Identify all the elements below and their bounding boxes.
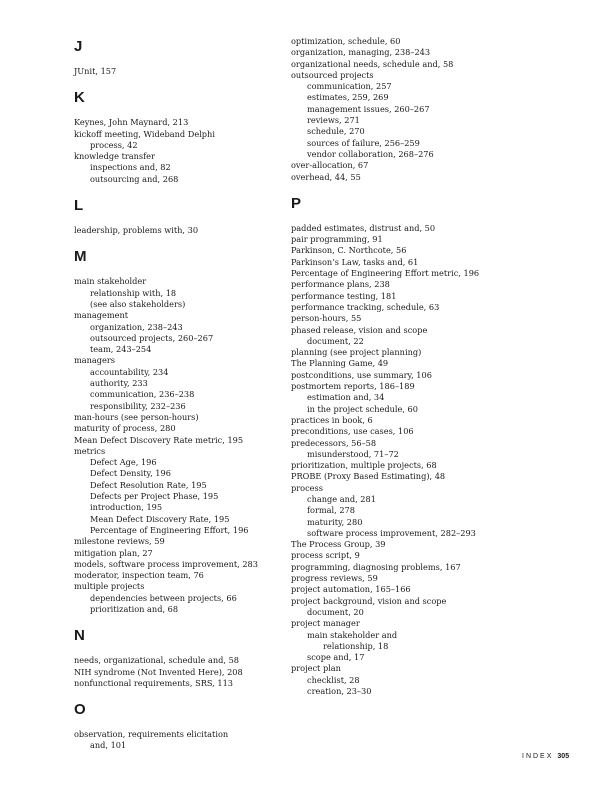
index-subentry: process, 42 xyxy=(90,139,138,150)
index-entry: observation, requirements elicitation xyxy=(74,729,229,740)
index-entry: The Planning Game, 49 xyxy=(291,358,389,369)
index-entry: models, software process improvement, 283 xyxy=(74,558,258,569)
index-entry: postconditions, use summary, 106 xyxy=(291,369,432,380)
index-subentry: scope and, 17 xyxy=(307,652,365,663)
index-entry: maturity of process, 280 xyxy=(74,423,176,434)
index-subentry: Defects per Project Phase, 195 xyxy=(90,491,219,502)
index-entry: planning (see project planning) xyxy=(291,347,422,358)
index-subentry: prioritization and, 68 xyxy=(90,603,179,614)
index-entry: outsourced projects xyxy=(291,69,374,80)
section-letter: P xyxy=(291,194,302,212)
index-subentry: misunderstood, 71–72 xyxy=(307,448,399,459)
index-section xyxy=(291,36,531,183)
index-subentry: estimation and, 34 xyxy=(307,392,385,403)
index-subentry: document, 20 xyxy=(307,606,364,617)
page-footer xyxy=(522,753,569,760)
index-entry: process script, 9 xyxy=(291,550,360,561)
index-subentry: outsourcing and, 268 xyxy=(90,173,179,184)
index-subentry: reviews, 271 xyxy=(307,115,360,126)
index-entry: knowledge transfer xyxy=(74,151,155,162)
index-subentry: relationship, 18 xyxy=(323,640,389,651)
index-entry: preconditions, use cases, 106 xyxy=(291,426,414,437)
index-entry: phased release, vision and scope xyxy=(291,324,428,335)
index-subentry: authority, 233 xyxy=(90,378,148,389)
index-entry: main stakeholder xyxy=(74,276,147,287)
index-subentry: in the project schedule, 60 xyxy=(307,403,418,414)
index-subentry: creation, 23–30 xyxy=(307,686,372,697)
index-entry: mitigation plan, 27 xyxy=(74,547,153,558)
index-column-right xyxy=(291,36,531,709)
index-subentry: inspections and, 82 xyxy=(90,162,171,173)
index-subentry: management issues, 260–267 xyxy=(307,103,430,114)
index-subentry: relationship with, 18 xyxy=(90,287,177,298)
index-subentry: (see also stakeholders) xyxy=(90,298,186,309)
index-subentry: outsourced projects, 260–267 xyxy=(90,332,214,343)
index-entry: Percentage of Engineering Effort metric, 196 xyxy=(291,268,480,279)
index-subentry: dependencies between projects, 66 xyxy=(90,592,237,603)
index-subentry: responsibility, 232–236 xyxy=(90,400,186,411)
index-entry: performance plans, 238 xyxy=(291,279,390,290)
index-entry: progress reviews, 59 xyxy=(291,573,378,584)
index-section xyxy=(74,701,284,752)
index-subentry: main stakeholder and xyxy=(307,629,398,640)
index-subentry: team, 243–254 xyxy=(90,344,152,355)
index-subentry: maturity, 280 xyxy=(307,516,363,527)
index-subentry: change and, 281 xyxy=(307,493,376,504)
index-entry: PROBE (Proxy Based Estimating), 48 xyxy=(291,471,446,482)
index-entry: needs, organizational, schedule and, 58 xyxy=(74,655,239,666)
index-subentry: introduction, 195 xyxy=(90,502,163,513)
index-entry: Parkinson’s Law, tasks and, 61 xyxy=(291,256,419,267)
index-entry: metrics xyxy=(74,445,106,456)
index-section xyxy=(74,38,284,77)
index-entry: project plan xyxy=(291,663,341,674)
index-column-left xyxy=(74,36,284,764)
index-entry: process xyxy=(291,482,323,493)
index-entry: prioritization, multiple projects, 68 xyxy=(291,460,437,471)
index-entry: management xyxy=(74,310,129,321)
index-entry: moderator, inspection team, 76 xyxy=(74,570,204,581)
index-subentry: vendor collaboration, 268–276 xyxy=(307,148,434,159)
index-subentry: schedule, 270 xyxy=(307,126,365,137)
index-subentry: Defect Age, 196 xyxy=(90,457,157,468)
index-entry: project automation, 165–166 xyxy=(291,584,411,595)
index-subentry: accountability, 234 xyxy=(90,366,169,377)
index-section xyxy=(291,195,531,697)
index-subentry: estimates, 259, 269 xyxy=(307,92,389,103)
section-letter: K xyxy=(74,89,85,107)
index-entry: organization, managing, 238–243 xyxy=(291,47,431,58)
index-entry: Parkinson, C. Northcote, 56 xyxy=(291,245,407,256)
index-subentry: Percentage of Engineering Effort, 196 xyxy=(90,524,249,535)
index-subentry: communication, 236–238 xyxy=(90,389,195,400)
index-section xyxy=(74,248,284,615)
index-subentry: communication, 257 xyxy=(307,81,392,92)
index-entry: project background, vision and scope xyxy=(291,595,447,606)
section-letter: N xyxy=(74,627,85,645)
index-entry: performance tracking, schedule, 63 xyxy=(291,301,440,312)
index-entry: multiple projects xyxy=(74,581,145,592)
index-entry: programming, diagnosing problems, 167 xyxy=(291,561,461,572)
index-entry: nonfunctional requirements, SRS, 113 xyxy=(74,677,234,688)
index-subentry: Defect Resolution Rate, 195 xyxy=(90,479,207,490)
index-entry: leadership, problems with, 30 xyxy=(74,225,199,236)
index-entry: optimization, schedule, 60 xyxy=(291,36,401,46)
index-entry: postmortem reports, 186–189 xyxy=(291,381,415,392)
index-entry: milestone reviews, 59 xyxy=(74,536,165,547)
index-entry: practices in book, 6 xyxy=(291,414,373,425)
index-subentry: software process improvement, 282–293 xyxy=(307,527,476,538)
index-subentry: Mean Defect Discovery Rate, 195 xyxy=(90,513,230,524)
index-entry: padded estimates, distrust and, 50 xyxy=(291,222,436,233)
index-section xyxy=(74,627,284,689)
index-section xyxy=(74,89,284,185)
index-entry: JUnit, 157 xyxy=(74,66,117,76)
index-subentry: sources of failure, 256–259 xyxy=(307,137,420,148)
index-entry: performance testing, 181 xyxy=(291,290,397,301)
section-letter: M xyxy=(74,248,87,266)
section-letter: O xyxy=(74,701,86,719)
index-entry: kickoff meeting, Wideband Delphi xyxy=(74,128,215,139)
index-entry: project manager xyxy=(291,618,360,629)
index-entry: organizational needs, schedule and, 58 xyxy=(291,58,454,69)
index-entry: Mean Defect Discovery Rate metric, 195 xyxy=(74,434,244,445)
index-entry: overhead, 44, 55 xyxy=(291,171,361,182)
index-entry: Keynes, John Maynard, 213 xyxy=(74,117,189,128)
section-letter: J xyxy=(74,38,83,55)
index-subentry: organization, 238–243 xyxy=(90,321,183,332)
index-subentry: Defect Density, 196 xyxy=(90,468,171,479)
index-entry: man-hours (see person-hours) xyxy=(74,411,199,422)
section-letter: L xyxy=(74,197,84,215)
index-entry: managers xyxy=(74,355,116,366)
index-entry: The Process Group, 39 xyxy=(291,539,386,550)
index-entry: over-allocation, 67 xyxy=(291,160,369,171)
index-entry: pair programming, 91 xyxy=(291,234,383,245)
footer-label: INDEX xyxy=(522,753,554,760)
index-subentry: formal, 278 xyxy=(307,505,355,516)
index-subentry: and, 101 xyxy=(90,740,127,751)
index-entry: person-hours, 55 xyxy=(291,313,362,324)
index-entry: predecessors, 56–58 xyxy=(291,437,377,448)
index-entry: NIH syndrome (Not Invented Here), 208 xyxy=(74,666,243,677)
index-section xyxy=(74,197,284,236)
page-number: 305 xyxy=(557,753,570,760)
index-subentry: document, 22 xyxy=(307,335,364,346)
index-subentry: checklist, 28 xyxy=(307,674,360,685)
